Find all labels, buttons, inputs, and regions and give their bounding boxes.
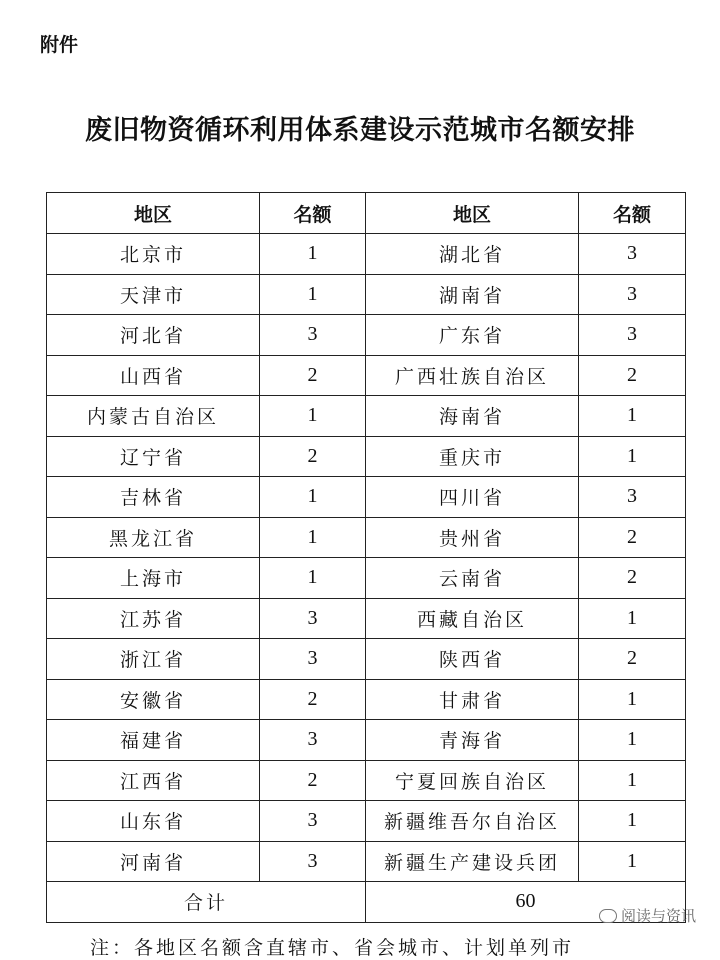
region-cell: 江苏省	[47, 598, 260, 639]
region-cell: 贵州省	[366, 517, 579, 558]
table-row	[47, 760, 686, 801]
region-cell: 山西省	[47, 355, 260, 396]
table-row	[47, 396, 686, 437]
region-cell: 山东省	[47, 801, 260, 842]
watermark	[599, 905, 696, 926]
region-cell: 青海省	[366, 720, 579, 761]
table-row	[47, 679, 686, 720]
region-cell: 甘肃省	[366, 679, 579, 720]
region-cell: 辽宁省	[47, 436, 260, 477]
region-cell: 新疆维吾尔自治区	[366, 801, 579, 842]
total-value: 60	[366, 882, 686, 923]
quota-table	[46, 192, 686, 923]
table-row	[47, 720, 686, 761]
region-cell: 湖南省	[366, 274, 579, 315]
table-row	[47, 801, 686, 842]
region-cell: 广东省	[366, 315, 579, 356]
quota-cell: 1	[260, 234, 366, 275]
table-row	[47, 639, 686, 680]
footnote: 注：各地区名额含直辖市、省会城市、计划单列市	[90, 937, 575, 959]
quota-cell: 2	[579, 517, 686, 558]
quota-cell: 1	[260, 517, 366, 558]
region-cell: 新疆生产建设兵团	[366, 841, 579, 882]
region-cell: 天津市	[47, 274, 260, 315]
region-cell: 宁夏回族自治区	[366, 760, 579, 801]
document-title: 废旧物资循环利用体系建设示范城市名额安排	[85, 115, 635, 146]
region-cell: 河北省	[47, 315, 260, 356]
attachment-label: 附件	[40, 34, 79, 56]
quota-cell: 3	[260, 598, 366, 639]
quota-cell: 1	[579, 396, 686, 437]
quota-cell: 3	[260, 639, 366, 680]
table-row	[47, 274, 686, 315]
quota-cell: 3	[579, 315, 686, 356]
region-cell: 广西壮族自治区	[366, 355, 579, 396]
chat-bubble-icon	[599, 909, 617, 923]
region-cell: 四川省	[366, 477, 579, 518]
table-header-row	[47, 193, 686, 234]
table-row	[47, 436, 686, 477]
quota-cell: 1	[260, 274, 366, 315]
header-region-1: 地区	[47, 193, 260, 234]
region-cell: 西藏自治区	[366, 598, 579, 639]
table-row	[47, 598, 686, 639]
quota-cell: 1	[579, 679, 686, 720]
header-quota-2: 名额	[579, 193, 686, 234]
table-row	[47, 841, 686, 882]
header-region-2: 地区	[366, 193, 579, 234]
region-cell: 黑龙江省	[47, 517, 260, 558]
region-cell: 陕西省	[366, 639, 579, 680]
table-row	[47, 315, 686, 356]
quota-cell: 3	[260, 315, 366, 356]
quota-cell: 1	[579, 598, 686, 639]
quota-cell: 1	[260, 477, 366, 518]
quota-cell: 2	[579, 639, 686, 680]
quota-cell: 3	[260, 841, 366, 882]
quota-cell: 3	[579, 234, 686, 275]
quota-cell: 3	[579, 274, 686, 315]
quota-cell: 1	[579, 841, 686, 882]
region-cell: 北京市	[47, 234, 260, 275]
quota-cell: 3	[260, 720, 366, 761]
total-label: 合计	[47, 882, 366, 923]
table-row	[47, 234, 686, 275]
quota-cell: 1	[579, 801, 686, 842]
quota-cell: 2	[260, 355, 366, 396]
quota-cell: 2	[260, 436, 366, 477]
table-row	[47, 477, 686, 518]
quota-cell: 1	[579, 436, 686, 477]
table-row	[47, 517, 686, 558]
quota-cell: 2	[579, 355, 686, 396]
quota-cell: 2	[579, 558, 686, 599]
region-cell: 海南省	[366, 396, 579, 437]
watermark-text: 阅读与资讯	[620, 907, 696, 925]
region-cell: 上海市	[47, 558, 260, 599]
quota-cell: 3	[579, 477, 686, 518]
quota-cell: 1	[260, 558, 366, 599]
quota-cell: 2	[260, 760, 366, 801]
region-cell: 河南省	[47, 841, 260, 882]
region-cell: 湖北省	[366, 234, 579, 275]
header-quota-1: 名额	[260, 193, 366, 234]
region-cell: 重庆市	[366, 436, 579, 477]
region-cell: 吉林省	[47, 477, 260, 518]
region-cell: 云南省	[366, 558, 579, 599]
region-cell: 江西省	[47, 760, 260, 801]
table-row	[47, 558, 686, 599]
region-cell: 福建省	[47, 720, 260, 761]
total-row	[47, 882, 686, 923]
quota-cell: 1	[579, 720, 686, 761]
table-row	[47, 355, 686, 396]
region-cell: 浙江省	[47, 639, 260, 680]
quota-cell: 2	[260, 679, 366, 720]
quota-cell: 1	[260, 396, 366, 437]
region-cell: 内蒙古自治区	[47, 396, 260, 437]
quota-cell: 3	[260, 801, 366, 842]
quota-cell: 1	[579, 760, 686, 801]
region-cell: 安徽省	[47, 679, 260, 720]
